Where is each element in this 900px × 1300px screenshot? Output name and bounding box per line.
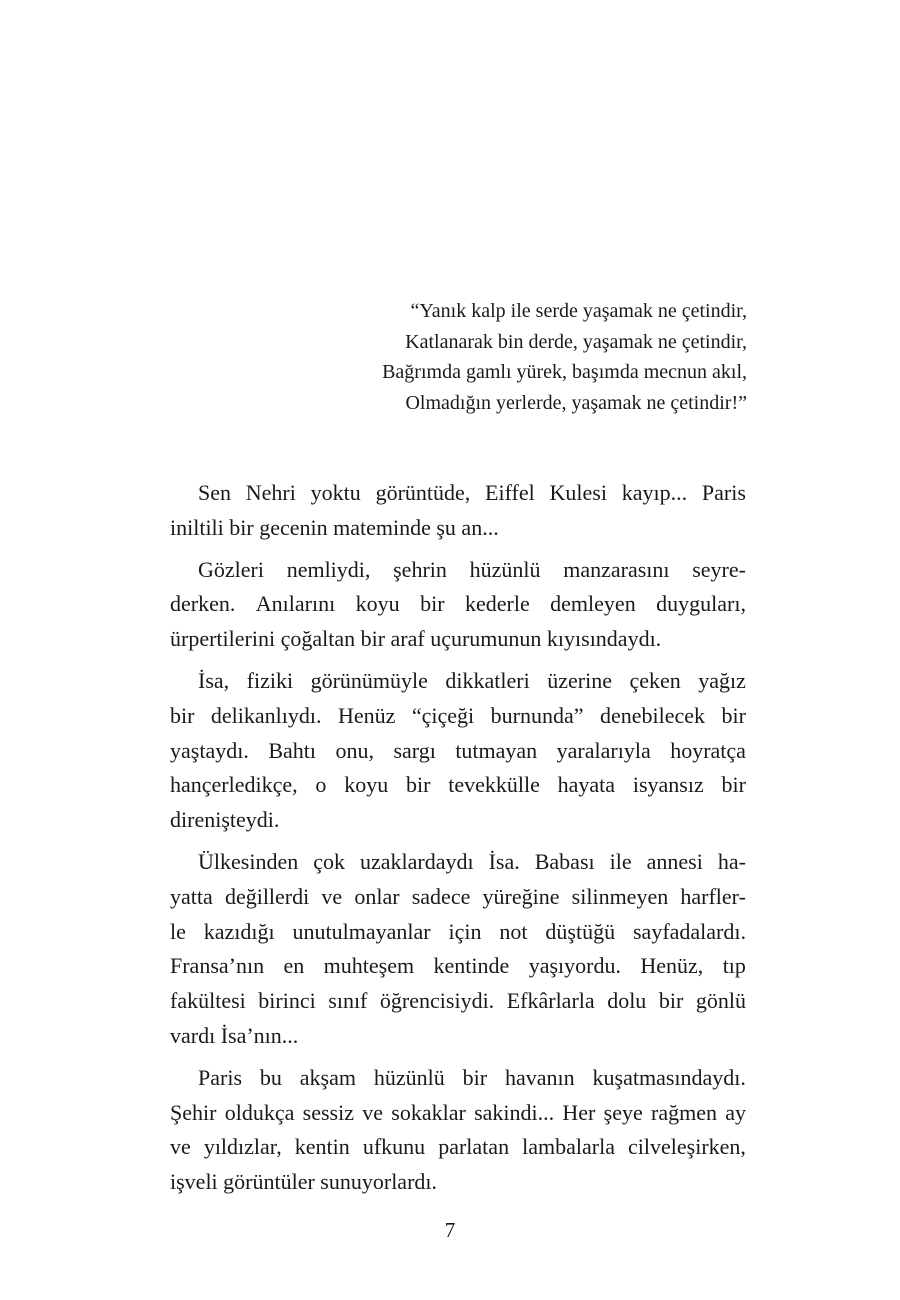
paragraph-line: Ülkesinden çok uzaklardaydı İsa. Babası ile annesi ha- [198,848,746,874]
body-text [170,476,746,1207]
paragraph-line: Gözleri nemliydi, şehrin hüzünlü manzarasını seyre- [198,556,746,582]
paragraph-line: fakültesi birinci sınıf öğrencisiydi. Efkârlarla dolu bir gönlü [170,988,746,1014]
epigraph-line: Bağrımda gamlı yürek, başımda mecnun akıl, [382,361,747,383]
paragraph-line: iniltili bir gecenin mateminde şu an... [170,514,499,540]
paragraph [170,1061,746,1200]
paragraph-line: İsa, fiziki görünümüyle dikkatleri üzerine çeken yağız [198,667,746,693]
epigraph-line: Olmadığın yerlerde, yaşamak ne çetindir!” [405,391,747,414]
paragraph [170,845,746,1054]
paragraph-line: Sen Nehri yoktu görüntüde, Eiffel Kulesi kayıp... Paris [198,480,746,505]
paragraph-line: işveli görüntüler sunuyorlardı. [170,1169,438,1195]
paragraph-line: bir delikanlıydı. Henüz “çiçeği burnunda” denebilecek bir [170,702,746,728]
paragraph-line: derken. Anılarını koyu bir kederle demleyen duyguları, [170,591,746,617]
paragraph [170,553,746,657]
paragraph-line: le kazıdığı unutulmayanlar için not düştüğü sayfadalardı. [170,918,746,944]
paragraph-line: yaştaydı. Bahtı onu, sargı tutmayan yaralarıyla hoyratça [170,737,746,763]
paragraph-line: direnişteydi. [170,807,280,833]
paragraph-line: Fransa’nın en muhteşem kentinde yaşıyordu. Henüz, tıp [170,953,746,979]
paragraph-line: Şehir oldukça sessiz ve sokaklar sakindi... Her şeye rağmen ay [170,1099,746,1125]
paragraph-line: ve yıldızlar, kentin ufkunu parlatan lambalarla cilveleşirken, [170,1134,746,1160]
epigraph-line: Katlanarak bin derde, yaşamak ne çetindir, [405,330,747,353]
epigraph [382,296,747,418]
paragraph-line: vardı İsa’nın... [170,1022,299,1048]
page-number: 7 [444,1218,456,1242]
paragraph [170,664,746,838]
paragraph-line: ürpertilerini çoğaltan bir araf uçurumunun kıyısındaydı. [170,626,662,652]
paragraph-line: hançerledikçe, o koyu bir tevekkülle hayata isyansız bir [170,772,746,798]
paragraph-line: yatta değillerdi ve onlar sadece yüreğine silinmeyen harfler- [170,883,746,909]
paragraph [170,476,746,546]
paragraph-line: Paris bu akşam hüzünlü bir havanın kuşatmasındaydı. [198,1064,746,1090]
epigraph-line: “Yanık kalp ile serde yaşamak ne çetindir, [410,300,747,322]
